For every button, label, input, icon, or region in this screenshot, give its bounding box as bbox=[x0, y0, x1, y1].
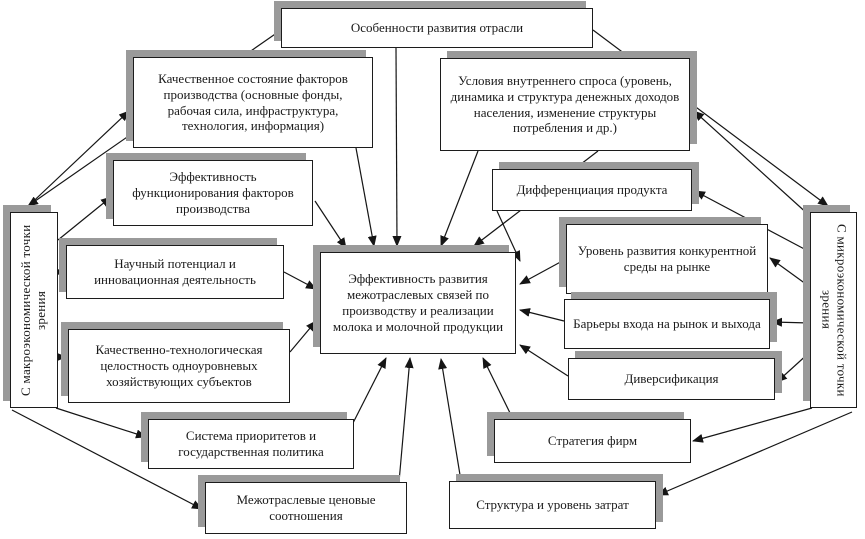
arrow-costs-to-center bbox=[441, 359, 461, 481]
arrow-diversification-to-center bbox=[520, 345, 568, 376]
micro-view-label: С микроэкономической точки зрения bbox=[819, 223, 850, 397]
node-product-differentiation: Дифференциация продукта bbox=[492, 169, 692, 211]
arrow-macro-to-priorities bbox=[56, 408, 146, 437]
node-firm-strategy: Стратегия фирм bbox=[494, 419, 691, 463]
node-scientific-potential: Научный потенциал и инновационная деятельность bbox=[66, 245, 284, 299]
node-tech-integrity: Качественно-технологическая целостность одноуровневых хозяйствующих субъектов bbox=[68, 329, 290, 403]
node-diversification: Диверсификация bbox=[568, 358, 775, 400]
arrow-strategy-to-center bbox=[483, 358, 513, 419]
arrow-micro-to-strategy bbox=[693, 408, 812, 441]
node-intersectoral-prices: Межотраслевые ценовые соотношения bbox=[205, 482, 407, 534]
node-cost-structure: Структура и уровень затрат bbox=[449, 481, 656, 529]
node-production-factors-state: Качественное состояние факторов производства (основные фонды, рабочая сила, инфраструктура, технология, информация) bbox=[133, 57, 373, 148]
arrow-integrity-to-center bbox=[290, 321, 316, 352]
node-macro-view bbox=[10, 212, 58, 408]
node-micro-view bbox=[810, 212, 857, 408]
arrow-micro-to-barriers bbox=[772, 322, 810, 323]
arrow-priorities-to-center bbox=[352, 358, 386, 425]
arrow-industry-to-center bbox=[396, 48, 397, 246]
arrow-demand-to-center-1 bbox=[441, 151, 478, 246]
node-factors-efficiency: Эффективность функционирования факторов производства bbox=[113, 160, 313, 226]
node-entry-barriers: Барьеры входа на рынок и выхода bbox=[564, 299, 770, 349]
node-industry-features: Особенности развития отрасли bbox=[281, 8, 593, 48]
arrow-competitive-to-center bbox=[520, 259, 566, 284]
node-domestic-demand: Условия внутреннего спроса (уровень, динамика и структура денежных доходов населения, изменение структуры потребления и др.) bbox=[440, 58, 690, 151]
arrow-scientific-to-center bbox=[284, 272, 316, 289]
arrow-micro-to-diversification bbox=[777, 352, 810, 382]
node-competitive-environment: Уровень развития конкурентной среды на рынке bbox=[566, 224, 768, 294]
arrow-prices-to-center bbox=[399, 358, 410, 482]
macro-view-label: С макроэкономической точки зрения bbox=[18, 224, 48, 396]
arrow-factorsstate-to-center bbox=[356, 148, 374, 246]
arrow-macro-to-factorsefficiency bbox=[58, 197, 111, 240]
node-center-efficiency: Эффективность развития межотраслевых связей по производству и реализации молока и молочной продукции bbox=[320, 252, 516, 354]
arrow-factorsefficiency-to-center bbox=[315, 201, 346, 248]
node-priorities-policy: Система приоритетов и государственная политика bbox=[148, 419, 354, 469]
arrow-barriers-to-center bbox=[520, 310, 564, 321]
arrow-micro-to-competitive bbox=[770, 258, 810, 287]
